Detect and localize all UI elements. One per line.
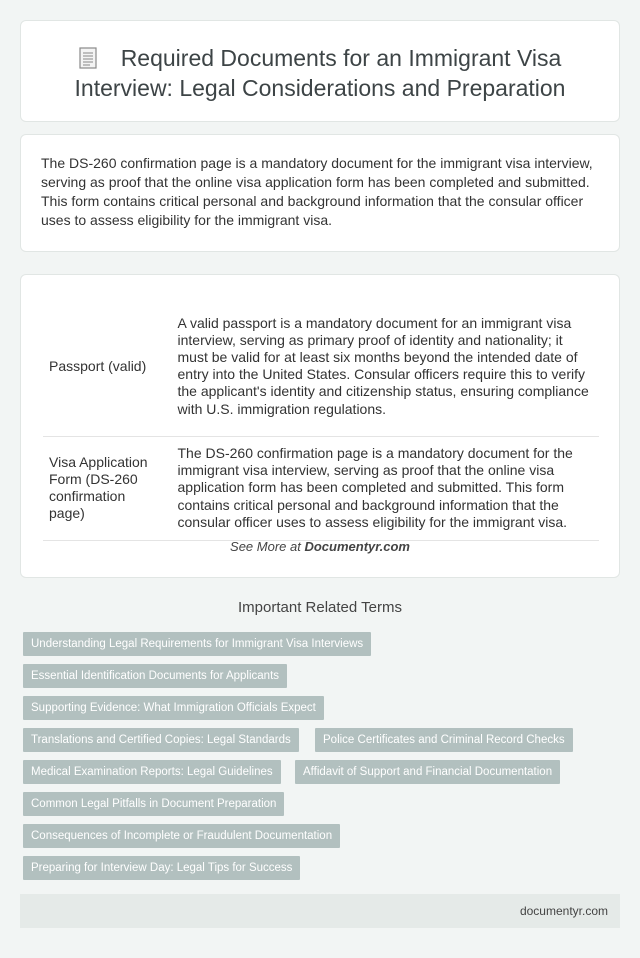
table-row (43, 436, 599, 540)
documents-card (20, 274, 620, 578)
see-more-prefix: See More at (230, 539, 305, 554)
see-more-link[interactable] (21, 539, 619, 554)
page-title (31, 43, 609, 103)
intro-card (20, 134, 620, 252)
related-tag[interactable]: Police Certificates and Criminal Record Checks (315, 728, 573, 752)
documents-table (43, 297, 599, 541)
related-tag[interactable]: Understanding Legal Requirements for Immigrant Visa Interviews (23, 632, 371, 656)
related-tag[interactable]: Consequences of Incomplete or Fraudulent Documentation (23, 824, 340, 848)
intro-text: The DS-260 confirmation page is a mandatory document for the immigrant visa interview, serving as proof that the online visa application form has been completed and submitted. This form contains critical personal and background information that the consular officer uses to assess eligibility for the immigrant visa. (41, 155, 593, 228)
related-tag[interactable]: Affidavit of Support and Financial Documentation (295, 760, 560, 784)
document-icon (79, 46, 97, 68)
document-description: The DS-260 confirmation page is a mandatory document for the immigrant visa interview, serving as proof that the online visa application form has been completed and submitted. This form contains critical personal and background information that the consular officer uses to assess eligibility for the immigrant visa. (171, 436, 599, 540)
related-tag[interactable]: Common Legal Pitfalls in Document Preparation (23, 792, 284, 816)
footer-link[interactable]: documentyr.com (519, 904, 608, 918)
title-card (20, 20, 620, 122)
document-description: A valid passport is a mandatory document for an immigrant visa interview, serving as primary proof of identity and nationality; it must be valid for at least six months beyond the intended date of entry into the United States. Consular officers require this to verify the applicant's identity and citizenship status, ensuring compliance with U.S. immigration regulations. (171, 297, 599, 436)
page-title-text: Required Documents for an Immigrant Visa Interview: Legal Considerations and Preparation (74, 45, 566, 101)
related-tag[interactable]: Translations and Certified Copies: Legal Standards (23, 728, 299, 752)
see-more-site: Documentyr.com (304, 539, 410, 554)
related-tag[interactable]: Preparing for Interview Day: Legal Tips for Success (23, 856, 300, 880)
related-tag[interactable]: Medical Examination Reports: Legal Guidelines (23, 760, 281, 784)
table-row (43, 297, 599, 436)
footer (20, 894, 620, 928)
document-label: Passport (valid) (43, 297, 171, 436)
related-terms-title: Important Related Terms (238, 599, 402, 616)
document-label: Visa Application Form (DS-260 confirmation page) (43, 436, 171, 540)
related-tag[interactable]: Supporting Evidence: What Immigration Officials Expect (23, 696, 324, 720)
related-tag[interactable]: Essential Identification Documents for Applicants (23, 664, 287, 688)
